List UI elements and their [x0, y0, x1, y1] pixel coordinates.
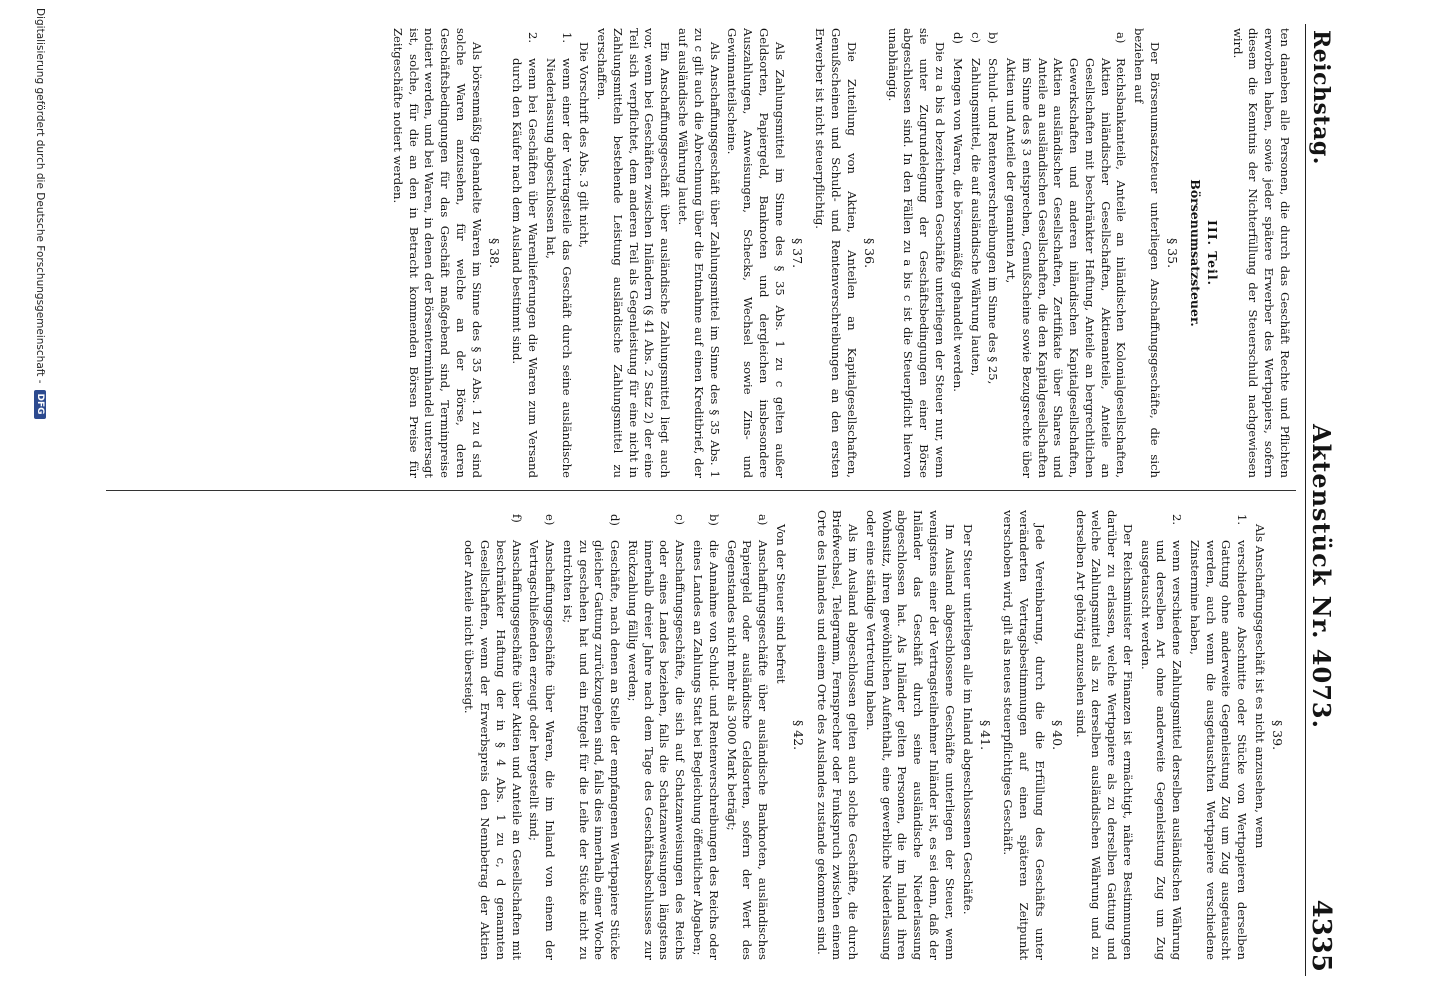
- list-item: [1186, 510, 1249, 960]
- list-item: [559, 510, 622, 960]
- column-divider: [106, 490, 1296, 491]
- list-item: [509, 28, 541, 478]
- header-title: Aktenstück Nr. 4073.: [1307, 424, 1336, 729]
- section-title-42: § 42.: [790, 719, 806, 751]
- digitization-credit: [34, 8, 46, 992]
- section-35-closing: Die zu a bis d bezeichneten Geschäfte unterliegen der Steuer nur, wenn sie unter Zugrundelegung der Geschäftsbedingungen einer Börse abgeschlossen sind. In den Fällen zu a bis c ist die Steuerpflicht hiervon unabhängig.: [885, 28, 947, 478]
- section-title-40: § 40.: [1049, 719, 1065, 751]
- item-text: Mengen von Waren, die börsenmäßig gehandelt werden.: [950, 58, 965, 392]
- list-item: [624, 510, 687, 960]
- header-left: Reichstag.: [1308, 30, 1334, 165]
- item-label: 1.: [1235, 514, 1250, 526]
- item-label: 2.: [1170, 514, 1185, 526]
- list-item: [985, 28, 1001, 478]
- list-item: [949, 28, 965, 478]
- section-39-closing: Der Reichsminister der Finanzen ist ermächtigt, nähere Bestimmungen darüber zu erlassen, welche Wertpapiere als zu derselben Gattung und welche Zahlungsmittel als zu derselben ausländischen Währung und zu derselben Art gehörig anzusehen sind.: [1073, 510, 1135, 960]
- item-label: f): [509, 514, 524, 523]
- item-text: wenn einer der Vertragsteile das Geschäft durch seine ausländische Niederlassung abgeschlossen hat,: [543, 58, 574, 478]
- section-39-intro: Als Anschaffungsgeschäft ist es nicht anzusehen, wenn: [1253, 524, 1267, 849]
- right-column: [112, 510, 1292, 960]
- item-text: Schuld- und Rentenverschreibungen im Sinne des § 25,: [986, 58, 1001, 385]
- section-36-text: Die Zuteilung von Aktien, Anteilen an Kapitalgesellschaften, Genußscheinen und Schuld- und Rentenverschreibungen an den ersten Erwerber ist nicht steuerpflichtig.: [813, 28, 859, 478]
- part-title: III. Teil.: [1204, 220, 1220, 286]
- item-label: e): [543, 514, 558, 526]
- section-37-p3: Ein Anschaffungsgeschäft über ausländische Zahlungsmittel liegt auch vor, wenn bei Geschäften zwischen Inländern (§ 41 Abs. 2 Satz 2) der eine Teil sich verpflichtet, dem anderen Teil als Gegenleistung für eine nicht in Zahlungsmitteln bestehende Leistung ausländische Zahlungsmittel zu verschaffen.: [595, 28, 673, 478]
- section-title-37: § 37.: [789, 237, 805, 269]
- list-item: [723, 510, 770, 960]
- section-35-intro: Der Börsenumsatzsteuer unterliegen Anschaffungsgeschäfte, die sich beziehen auf: [1132, 28, 1162, 478]
- item-text: die Annahme von Schuld- und Rentenverschreibungen des Reichs oder eines Landes an Zahlungs Statt bei Begleichung öffentlicher Abgaben;: [691, 540, 721, 960]
- item-text: Anschaffungsgeschäfte über Aktien und Anteile an Gesellschaften mit beschränkter Haftung der in § 4 Abs. 1 zu c, d genannten Gesellschaften, wenn der Erwerbspreis den Nennbetrag der Aktien oder Anteile nicht übersteigt.: [462, 540, 524, 960]
- item-text: Reichsbankanteile, Anteile an inländischen Kolonialgesellschaften, Aktien inländischer Gesellschaften, Aktienanteile, Anteile an Gesellschaften mit beschränkter Haftung, Anteile an bergrechtlichen Gewerkschaften und anderen inländischen Kapitalgesellschaften, Aktien ausländischer Gesellschaften, Zertifikate über Shares und Anteile an ausländischen Gesellschaften, die den Kapitalgesellschaften im Sinne des § 3 entsprechen, Genußscheine sowie Bezugsrechte über Aktien und Anteile der genannten Art,: [1004, 58, 1129, 478]
- dfg-logo: DFG: [34, 390, 46, 419]
- item-label: c): [673, 514, 688, 526]
- item-label: b): [986, 32, 1001, 44]
- section-37-p1: Als Zahlungsmittel im Sinne des § 35 Abs. 1 zu c gelten außer Geldsorten, Papiergeld, Banknoten und dergleichen insbesondere Auszahlungen, Anweisungen, Schecks, Wechsel sowie Zins- und Gewinnanteilscheine.: [725, 28, 787, 478]
- item-text: Anschaffungsgeschäfte über ausländische Banknoten, ausländisches Papiergeld oder ausländische Geldsorten, sofern der Wert des Gegenstandes nicht mehr als 3000 Mark beträgt;: [724, 540, 771, 960]
- list-item: [461, 510, 524, 960]
- item-text: Anschaffungsgeschäfte über Waren, die im Inland von einem der Vertragschließenden erzeugt oder hergestellt sind;: [527, 540, 558, 960]
- item-label: d): [950, 32, 965, 44]
- item-text: Zahlungsmittel, die auf ausländische Währung lauten,: [968, 58, 983, 377]
- section-37-p4: Die Vorschrift des Abs. 3 gilt nicht,: [577, 42, 592, 248]
- list-item: [1002, 28, 1128, 478]
- item-text: verschiedene Abschnitte oder Stücke von Wertpapieren derselben Gattung ohne anderweite Gegenleistung Zug um Zug ausgetauscht werden, auch wenn die ausgetauschten Wertpapiere verschiedene Zinstermine haben,: [1187, 540, 1250, 960]
- section-37-p2: Als Anschaffungsgeschäft über Zahlungsmittel im Sinne des § 35 Abs. 1 zu c gilt auch die Abrechnung über die Entnahme auf einen Kreditbrief, der auf ausländische Währung lautet.: [676, 28, 722, 478]
- section-title-41: § 41.: [977, 719, 993, 751]
- section-title-39: § 39.: [1270, 719, 1285, 751]
- item-label: b): [706, 514, 721, 526]
- part-subtitle: Börsenumsatzsteuer.: [1187, 179, 1203, 327]
- list-item: [967, 28, 983, 478]
- item-label: d): [608, 514, 623, 526]
- list-item: [542, 28, 574, 478]
- section-41-p1: Der Steuer unterliegen alle im Inland abgeschlossenen Geschäfte.: [960, 524, 975, 915]
- item-text: wenn verschiedene Zahlungsmittel derselben ausländischen Währung und derselben Art ohne anderweite Gegenleistung Zug um Zug ausgetauscht werden.: [1138, 540, 1185, 960]
- item-label: c): [968, 32, 983, 44]
- item-label: a): [1114, 32, 1129, 44]
- page-header: [1305, 24, 1336, 976]
- item-text: Geschäfte, nach denen an Stelle der empfangenen Wertpapiere Stücke gleicher Gattung zurückzugeben sind, falls dies innerhalb einer Woche zu geschehen hat und ein Entgelt für die Leihe der Stücke nicht zu entrichten ist;: [560, 540, 623, 960]
- section-title-38: § 38.: [486, 237, 502, 269]
- page-number: 4335: [1306, 899, 1336, 972]
- item-text: Anschaffungsgeschäfte, die sich auf Schatzanweisungen des Reichs oder eines Landes beziehen, falls die Schatzanweisungen längstens innerhalb dreier Jahre nach dem Tage des Geschäftsabschlusses zur Rückzahlung fällig werden;: [625, 540, 688, 960]
- intro-paragraph: ten daneben alle Personen, die durch das Geschäft Rechte und Pflichten erworben haben, sowie jeder spätere Erwerber des Wertpapiers, sofern diesem die Kenntnis der Nichterfüllung der Steuerschuld nachgewiesen wird.: [1230, 28, 1292, 478]
- item-label: 2.: [526, 32, 541, 44]
- section-38-text: Als börsenmäßig gehandelte Waren im Sinne des § 35 Abs. 1 zu d sind solche Waren anzusehen, für welche an der Börse, deren Geschäftsbedingungen für das Geschäft maßgebend sind, Terminpreise notiert werden, und bei Waren, in denen der Börsenterminhandel untersagt ist, solche, für die an den in Betracht kommenden Börsen Preise für Zeitgeschäfte notiert werden.: [390, 28, 484, 478]
- list-item: [1137, 510, 1184, 960]
- section-42-intro: Von der Steuer sind befreit: [773, 524, 788, 684]
- section-title-35: § 35.: [1164, 237, 1180, 269]
- item-label: a): [756, 514, 771, 526]
- item-text: wenn bei Geschäften über Warenlieferungen die Waren zum Versand durch den Käufer nach dem Ausland bestimmt sind.: [510, 58, 541, 478]
- section-41-p2: Im Ausland abgeschlossene Geschäfte unterliegen der Steuer, wenn wenigstens einer der Vertragsteilnehmer Inländer ist, es sei denn, daß der Inländer das Geschäft durch seine ausländische Niederlassung abgeschlossen hat. Als Inländer gelten Personen, die im Inland ihren Wohnsitz, ihren gewöhnlichen Aufenthalt, eine gewerbliche Niederlassung oder eine ständige Vertretung haben.: [863, 510, 957, 960]
- left-column: [112, 28, 1292, 478]
- section-41-p3: Als im Ausland abgeschlossen gelten auch solche Geschäfte, die durch Briefwechsel, Telegramm, Fernsprecher oder Funkspruch zwischen einem Orte des Inlandes und einem Orte des Auslandes zustande gekommen sind.: [814, 510, 861, 960]
- section-40-text: Jede Vereinbarung, durch die die Erfüllung des Geschäfts unter veränderten Vertragsbestimmungen auf einen späteren Zeitpunkt verschoben wird, gilt als neues steuerpflichtiges Geschäft.: [1001, 510, 1047, 960]
- item-label: 1.: [559, 32, 574, 44]
- credit-text: Digitalisierung gefördert durch die Deutsche Forschungsgemeinschaft -: [34, 8, 46, 384]
- list-item: [689, 510, 721, 960]
- section-title-36: § 36.: [861, 237, 877, 269]
- list-item: [526, 510, 558, 960]
